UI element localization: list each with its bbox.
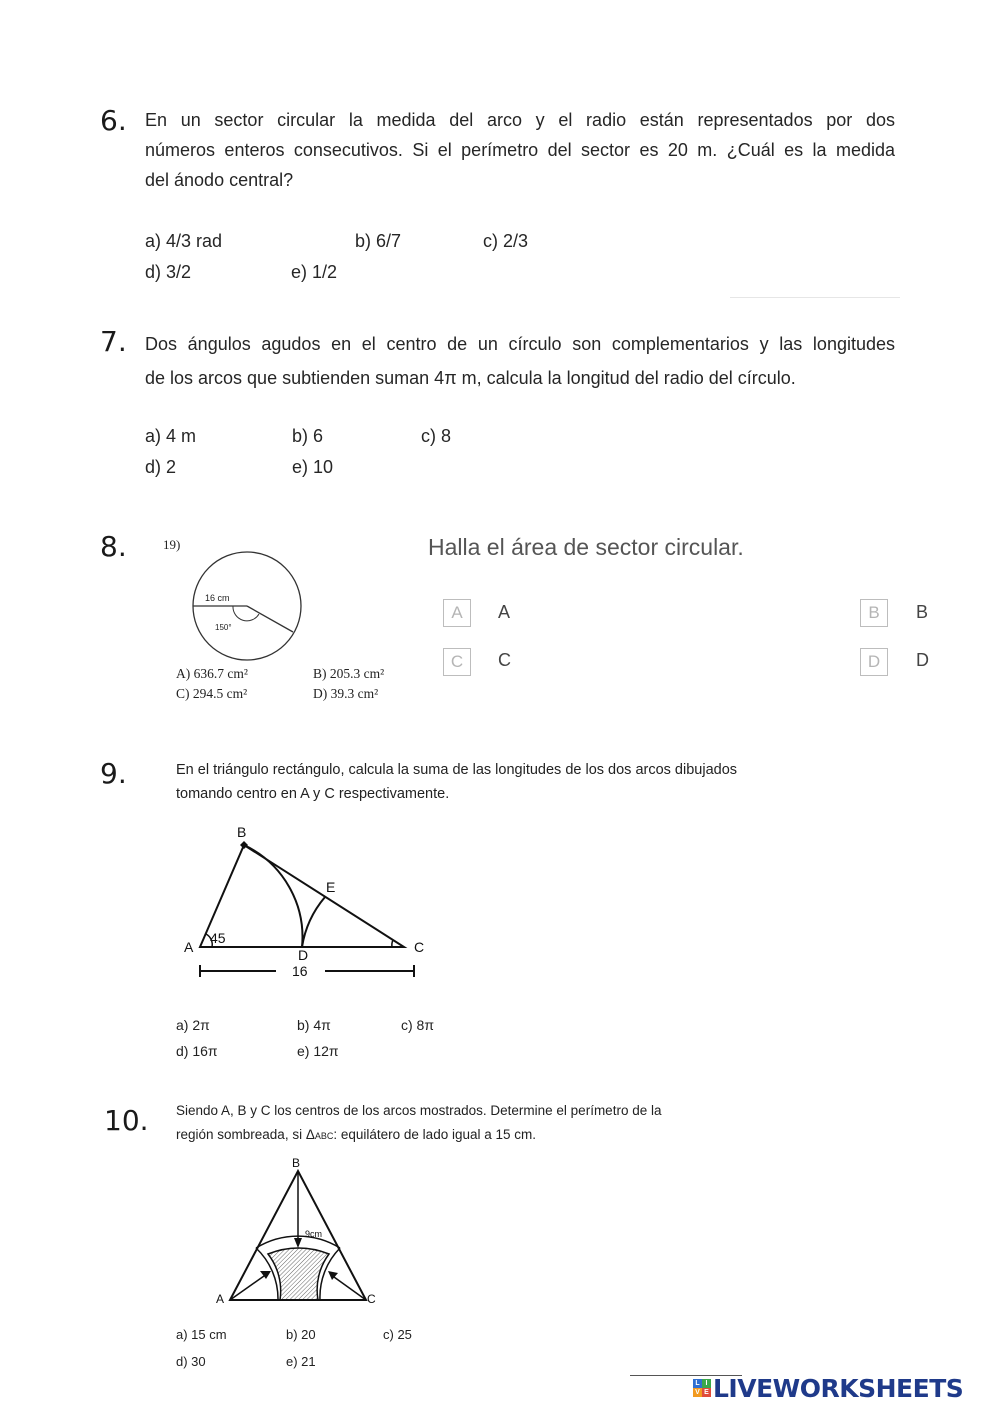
answer-option-d-box[interactable]: D — [860, 648, 888, 676]
question-9-line-2: tomando centro en A y C respectivamente. — [176, 786, 450, 802]
question-8-number: 8. — [100, 530, 127, 563]
equilateral-triangle-figure — [210, 1150, 390, 1310]
question-7-text — [145, 329, 895, 393]
question-6-option-d: d) 3/2 — [145, 262, 192, 282]
label-c: C — [414, 939, 425, 955]
question-7-option-a: a) 4 m — [145, 426, 197, 446]
logo-letter-l: L — [693, 1379, 702, 1388]
answer-option-a-box[interactable]: A — [443, 599, 471, 627]
question-6-line-1: En un sector circular la medida del arco y el radio están representados por dos — [145, 110, 895, 130]
question-10-line-2-start: región sombreada, si — [176, 1127, 306, 1142]
arc-from-c — [302, 897, 325, 947]
answer-option-d-label[interactable]: D — [916, 650, 929, 670]
question-10-option-c: c) 25 — [383, 1327, 412, 1342]
answer-option-c-box[interactable]: C — [443, 648, 471, 676]
answer-option-c[interactable] — [443, 648, 471, 676]
question-10-option-a: a) 15 cm — [176, 1327, 227, 1342]
answer-option-b-label[interactable]: B — [916, 602, 929, 622]
question-7-number: 7. — [100, 325, 127, 358]
answer-option-d[interactable] — [860, 648, 888, 676]
label-d: D — [298, 947, 309, 963]
sector-angle-arc — [233, 606, 259, 621]
answer-option-b[interactable] — [860, 599, 888, 627]
question-8-option-d: D) 39.3 cm² — [313, 686, 379, 701]
question-9-option-b: b) 4π — [297, 1017, 331, 1033]
question-6-option-a: a) 4/3 rad — [145, 231, 223, 251]
question-6-option-e: e) 1/2 — [291, 262, 338, 282]
label-b: B — [237, 824, 247, 840]
question-7-option-c: c) 8 — [421, 426, 452, 446]
label-b: B — [292, 1156, 301, 1170]
sector-angle-label: 150° — [215, 623, 232, 632]
question-6-option-b: b) 6/7 — [355, 231, 402, 251]
segment-c-arrow — [334, 1277, 366, 1300]
arrowhead-b — [294, 1238, 302, 1248]
question-7-line-1: Dos ángulos agudos en el centro de un círculo son complementarios y las longitudes — [145, 334, 895, 354]
sector-figure — [185, 544, 310, 669]
label-c: C — [367, 1292, 376, 1306]
question-10-line-1: Siendo A, B y C los centros de los arcos mostrados. Determine el perímetro de la — [176, 1103, 662, 1118]
question-8-figure-number: 19) — [163, 537, 181, 552]
label-9cm: 9cm — [305, 1229, 323, 1239]
logo-letter-i: I — [702, 1379, 711, 1388]
divider — [730, 297, 900, 298]
triangle-symbol: Δ — [305, 1127, 315, 1142]
question-10-option-d: d) 30 — [176, 1354, 206, 1369]
question-6-line-2: números enteros consecutivos. Si el perímetro del sector es 20 m. ¿Cuál es la medida — [145, 140, 895, 160]
answer-option-c-label[interactable]: C — [498, 650, 511, 670]
question-8-option-a: A) 636.7 cm² — [176, 666, 248, 681]
label-angle-45: 45 — [210, 930, 226, 946]
answer-option-b-box[interactable]: B — [860, 599, 888, 627]
question-9-line-1: En el triángulo rectángulo, calcula la suma de las longitudes de los dos arcos dibujados — [176, 762, 738, 778]
logo-letter-v: V — [693, 1388, 702, 1397]
label-a: A — [216, 1292, 225, 1306]
question-7-line-2: de los arcos que subtienden suman 4π m, calcula la longitud del radio del círculo. — [145, 368, 796, 388]
question-7-option-d: d) 2 — [145, 457, 177, 477]
angle-c-arc — [392, 940, 393, 947]
question-8-option-c: C) 294.5 cm² — [176, 686, 248, 701]
question-6-number: 6. — [100, 104, 127, 137]
triangle-subscript: ABC — [314, 1131, 334, 1141]
label-e: E — [326, 879, 336, 895]
question-10-number: 10. — [104, 1104, 149, 1137]
answer-option-a-label[interactable]: A — [498, 602, 511, 622]
question-8-prompt: Halla el área de sector circular. — [428, 534, 744, 560]
question-9-number: 9. — [100, 757, 127, 790]
question-6-line-3: del ánodo central? — [145, 170, 294, 190]
question-9-option-a: a) 2π — [176, 1017, 210, 1033]
logo-letter-e: E — [702, 1388, 711, 1397]
sector-radius-label: 16 cm — [205, 593, 230, 603]
right-triangle-figure — [180, 820, 440, 985]
question-10-text — [176, 1099, 661, 1148]
question-10-option-e: e) 21 — [286, 1354, 316, 1369]
question-9-option-c: c) 8π — [401, 1017, 434, 1033]
question-6-option-c: c) 2/3 — [483, 231, 529, 251]
segment-a-arrow — [230, 1276, 264, 1300]
question-10-option-b: b) 20 — [286, 1327, 316, 1342]
liveworksheets-brand[interactable]: LIVEWORKSHEETS — [713, 1374, 964, 1403]
label-length-16: 16 — [292, 963, 308, 979]
liveworksheets-logo-icon — [693, 1379, 711, 1397]
answer-option-a[interactable] — [443, 599, 471, 627]
question-10-line-2 — [176, 1123, 661, 1148]
question-9-option-e: e) 12π — [297, 1043, 339, 1059]
question-6-text — [145, 105, 895, 195]
question-8-option-b: B) 205.3 cm² — [313, 666, 385, 681]
question-7-option-b: b) 6 — [292, 426, 324, 446]
question-9-option-d: d) 16π — [176, 1043, 218, 1059]
arc-from-a — [244, 845, 302, 947]
question-9-text — [176, 758, 737, 806]
label-a: A — [184, 939, 194, 955]
question-7-option-e: e) 10 — [292, 457, 334, 477]
question-10-line-2-end: : equilátero de lado igual a 15 cm. — [333, 1127, 537, 1142]
